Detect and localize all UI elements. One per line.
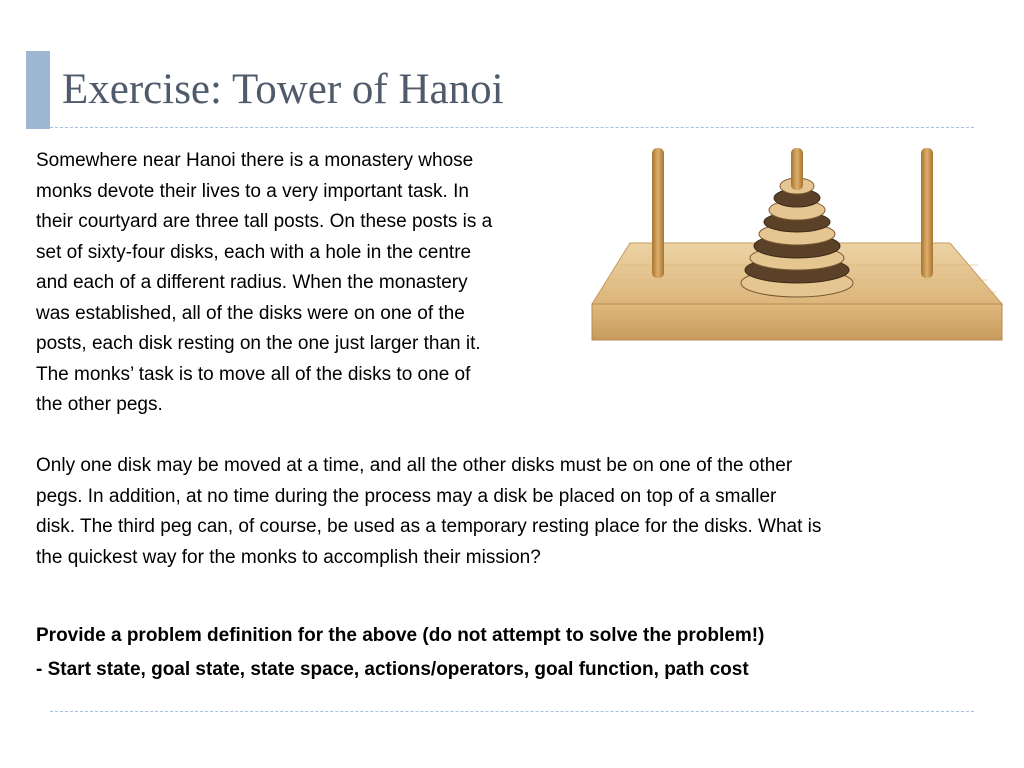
peg-right [921, 148, 933, 278]
title-accent-bar [26, 51, 50, 129]
rules-paragraph: Only one disk may be moved at a time, and all the other disks must be on one of the other pegs. In addition, at no time during the process may a disk be placed on top of a smaller disk. The third peg can, of course, be used as a temporary resting place for the disks. What is the quickest way for the monks to accomplish their mission? [36, 455, 822, 568]
title-divider [50, 127, 974, 128]
tower-of-hanoi-image [588, 140, 1008, 345]
story-paragraph: Somewhere near Hanoi there is a monastery whose monks devote their lives to a very important task. In their courtyard are three tall posts. On these posts is a set of sixty-four disks, each with a hole in the centre and each of a different radius. When the monastery was established, all of the disks were on one of the posts, each disk resting on the one just larger than it. The monks’ task is to move all of the disks to one of the other pegs. [36, 150, 493, 415]
instruction-line: Provide a problem definition for the above (do not attempt to solve the problem!) [36, 625, 765, 646]
slide-title: Exercise: Tower of Hanoi [62, 66, 504, 113]
peg-left [652, 148, 664, 278]
board-front [592, 304, 1002, 340]
requirements-line: - Start state, goal state, state space, actions/operators, goal function, path cost [36, 659, 749, 680]
peg-center [791, 148, 803, 190]
footer-divider [50, 711, 974, 712]
